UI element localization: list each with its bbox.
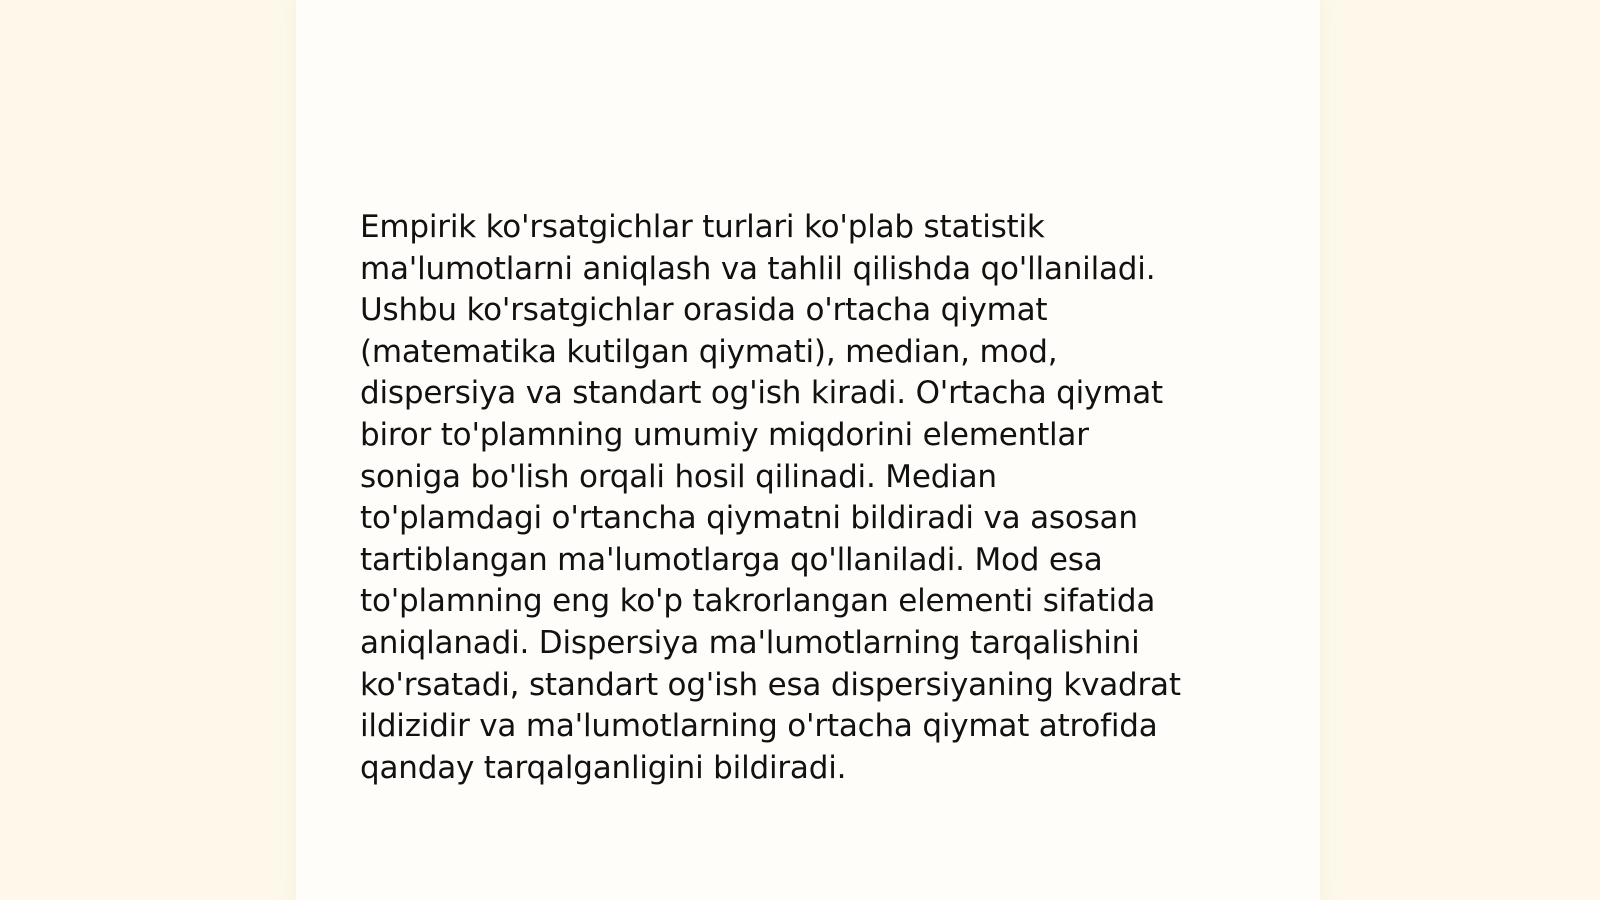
paragraph-line: Empirik ko'rsatgichlar turlari ko'plab statistik: [360, 209, 1045, 245]
paragraph-line: (matematika kutilgan qiymati), median, mod,: [360, 333, 1058, 370]
paragraph-line: qanday tarqalganligini bildiradi.: [360, 749, 847, 786]
paragraph-line: ma'lumotlarni aniqlash va tahlil qilishda qo'llaniladi.: [360, 250, 1156, 287]
paragraph-line: biror to'plamning umumiy miqdorini elementlar: [360, 416, 1089, 453]
paragraph-line: soniga bo'lish orqali hosil qilinadi. Median: [360, 458, 997, 495]
paragraph-line: dispersiya va standart og'ish kiradi. O'rtacha qiymat: [360, 375, 1163, 412]
paragraph-line: ildizidir va ma'lumotlarning o'rtacha qiymat atrofida: [360, 708, 1158, 745]
paragraph-line: aniqlanadi. Dispersiya ma'lumotlarning tarqalishini: [360, 624, 1140, 661]
body-paragraph: [360, 207, 1240, 789]
paragraph-line: tartiblangan ma'lumotlarga qo'llaniladi. Mod esa: [360, 541, 1103, 578]
paragraph-line: Ushbu ko'rsatgichlar orasida o'rtacha qiymat: [360, 292, 1048, 329]
paragraph-line: to'plamning eng ko'p takrorlangan elementi sifatida: [360, 583, 1156, 620]
paragraph-line: to'plamdagi o'rtancha qiymatni bildiradi va asosan: [360, 500, 1138, 537]
paragraph-line: ko'rsatadi, standart og'ish esa dispersiyaning kvadrat: [360, 666, 1181, 703]
